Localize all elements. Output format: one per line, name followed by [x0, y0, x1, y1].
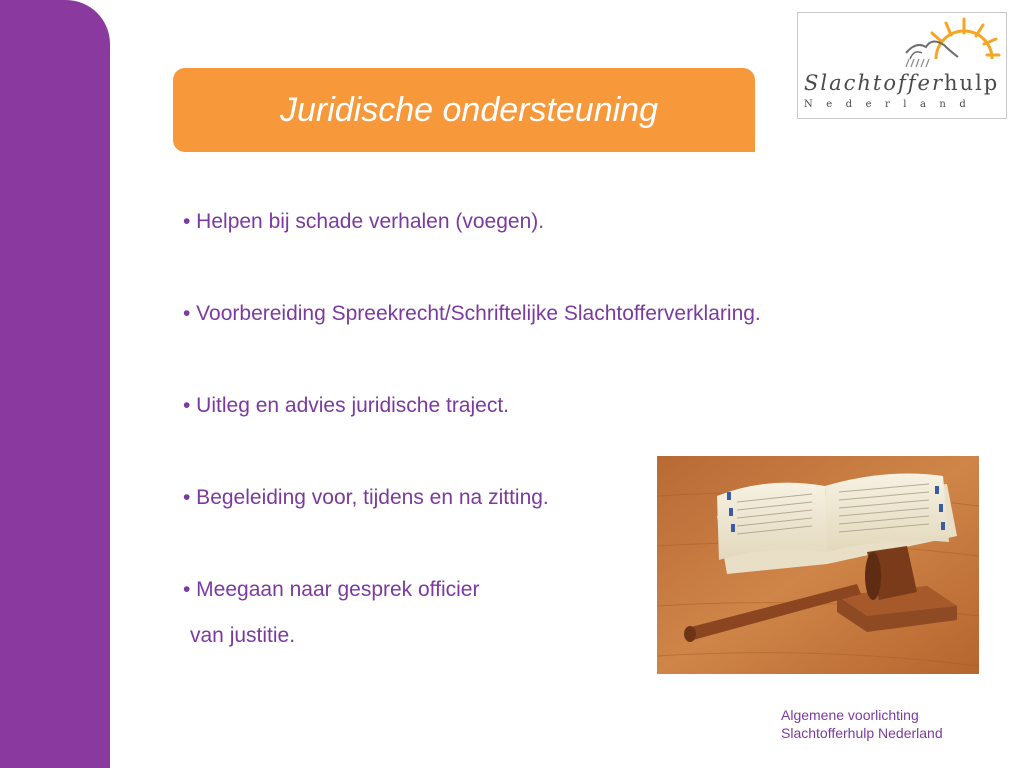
logo-name: Slachtofferhulp	[804, 71, 1000, 95]
bullet-item: • Uitleg en advies juridische traject.	[183, 394, 510, 417]
sidebar-decoration	[0, 0, 110, 768]
bullet-continuation: van justitie.	[190, 624, 296, 647]
bullet-item: • Begeleiding voor, tijdens en na zitting.	[183, 486, 549, 509]
slide-title: Juridische ondersteuning	[279, 91, 659, 129]
law-book-and-gavel-image	[657, 456, 979, 674]
bullet-item: • Voorbereiding Spreekrecht/Schriftelijke Slachtofferverklaring.	[183, 302, 761, 325]
logo-subtitle: Nederland	[804, 99, 980, 110]
slachtofferhulp-logo	[797, 12, 1007, 119]
title-banner	[173, 68, 755, 152]
bullet-item: • Meegaan naar gesprek officier van justitie.	[183, 576, 761, 650]
footer-credit	[781, 706, 943, 742]
footer-line-2: Slachtofferhulp Nederland	[781, 725, 943, 741]
bullet-item: • Helpen bij schade verhalen (voegen).	[183, 210, 545, 233]
footer-line-1: Algemene voorlichting	[781, 707, 919, 723]
